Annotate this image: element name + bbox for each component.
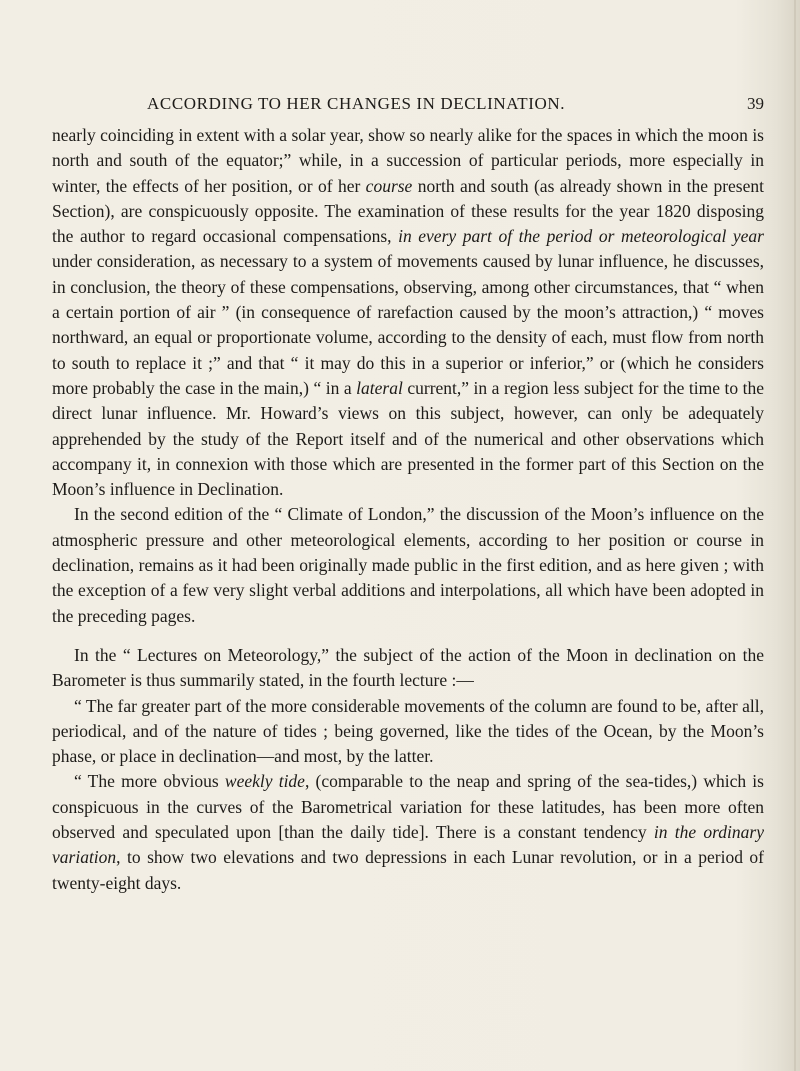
running-head: [52, 94, 764, 118]
paragraph-2: [52, 502, 764, 628]
italic-text-run: in the ordinary variation: [52, 822, 764, 868]
italic-text-run: in every part of the period or meteorological year: [398, 226, 764, 247]
text-run: under consideration, as necessary to a system of movements caused by lunar influence, he discusses, in conclusion, the theory of these compensations, observing, among other circumstances, that “ when a certain portion of air ” (in consequence of rarefaction caused by the moon’s attraction,) “ moves northward, an equal or proportionate volume, according to the density of each, must flow from north to south to replace it ;” and that “ it may do this in a superior or inferior,” or (which he considers more probably the case in the main,) “ in a: [52, 251, 764, 398]
body-text: [52, 123, 764, 896]
running-title: ACCORDING TO HER CHANGES IN DECLINATION.: [147, 94, 566, 113]
text-run: , (comparable to the neap and spring of the sea-tides,) which is conspicuous in the curves of the Barometrical variation for these latitudes, has been more often observed and speculated upon [than the daily tide]. There is a constant tendency: [52, 771, 764, 843]
italic-text-run: course: [365, 175, 413, 196]
italic-text-run: weekly tide: [224, 771, 305, 792]
text-run: In the “ Lectures on Meteorology,” the subject of the action of the Moon in declination on the Barometer is thus summarily stated, in the fourth lecture :—: [52, 644, 764, 691]
paragraph-3: [52, 643, 764, 694]
text-run: “ The far greater part of the more considerable movements of the column are found to be, after all, periodical, and of the nature of tides ; being governed, like the tides of the Ocean, by the Moon’s phase, or place in declination—and most, by the latter.: [52, 695, 764, 767]
text-run: current,” in a region less subject for the time to the direct lunar influence. Mr. Howard’s views on this subject, however, can only be adequately apprehended by the study of the Report itself and of the numerical and other observations which accompany it, in connexion with those which are presented in the former part of this Section on the Moon’s influence in Declination.: [52, 377, 764, 500]
paragraph-1: [52, 123, 764, 502]
page-number: 39: [747, 94, 764, 113]
text-run: nearly coinciding in extent with a solar year, show so nearly alike for the spaces in which the moon is north and south of the equator;” while, in a succession of particular periods, more especially in winter, the effects of her position, or of her: [52, 125, 764, 196]
text-run: In the second edition of the “ Climate of London,” the discussion of the Moon’s influence on the atmospheric pressure and other meteorological elements, according to her position or course in declination, remains as it had been originally made public in the first edition, and as here given ; with the exception of a few very slight verbal additions and interpolations, all which have been adopted in the preceding pages.: [52, 504, 764, 626]
italic-text-run: lateral: [356, 377, 403, 398]
text-run: north and south (as already shown in the present Section), are conspicuously opposite. The examination of these results for the year 1820 disposing the author to regard occasional compensations,: [52, 175, 764, 247]
paragraph-gap: [52, 629, 764, 643]
page-edge: [794, 0, 796, 1071]
quotation-paragraph-1: [52, 694, 764, 770]
text-run: , to show two elevations and two depressions in each Lunar revolution, or in a period of twenty-eight days.: [52, 847, 764, 893]
quotation-paragraph-2: [52, 769, 764, 895]
text-run: “ The more obvious: [74, 771, 225, 792]
